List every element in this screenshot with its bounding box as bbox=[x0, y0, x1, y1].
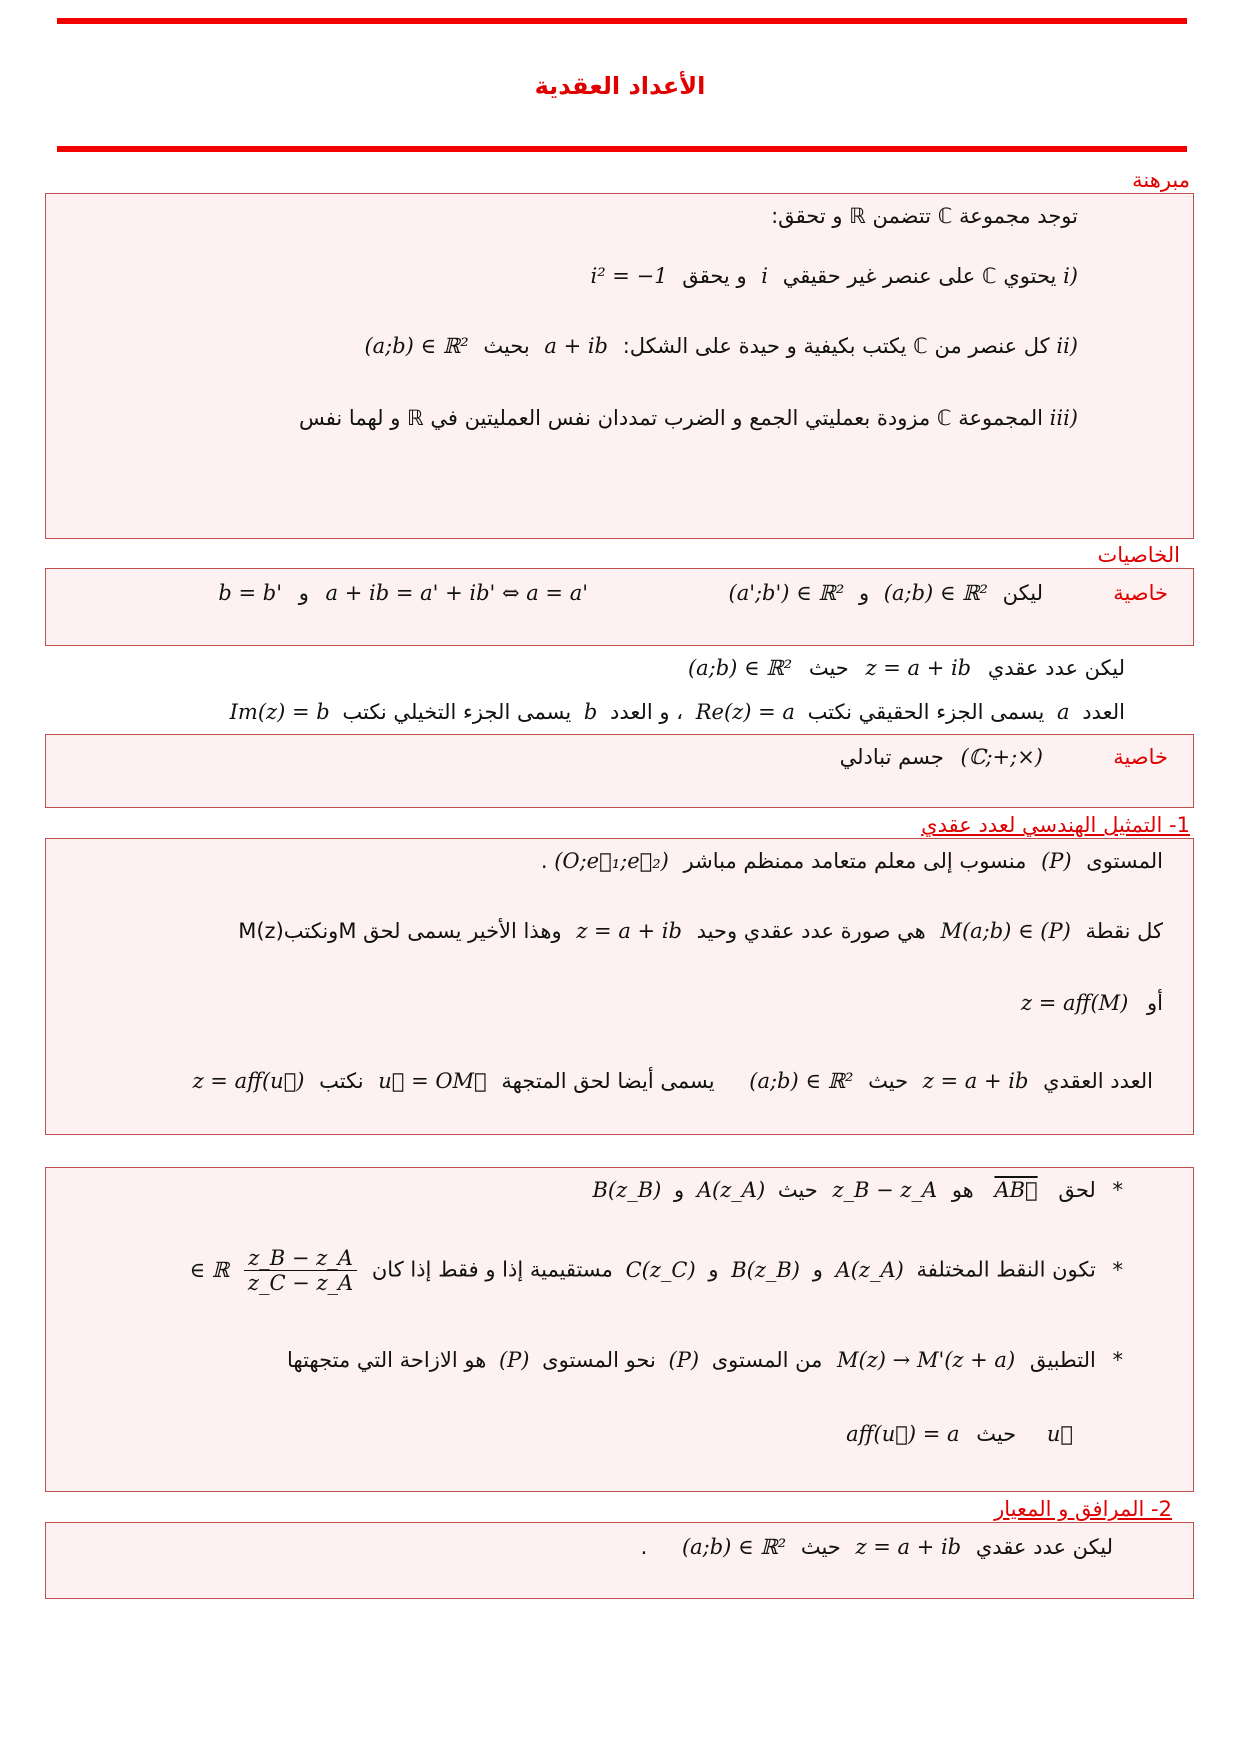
section-2-heading: 2- المرافق و المعيار bbox=[994, 1497, 1172, 1521]
section-1-line-1: المستوى (P) منسوب إلى معلم متعامد ممنظم مباشر (O;e⃗₁;e⃗₂) . bbox=[540, 849, 1163, 873]
properties-label: الخاصيات bbox=[1097, 543, 1180, 567]
section-1-heading: 1- التمثيل الهندسي لعدد عقدي bbox=[921, 813, 1190, 837]
title-rule bbox=[57, 146, 1187, 152]
section-2-line-1: ليكن عدد عقدي z = a + ib حيث (a;b) ∈ ℝ² . bbox=[640, 1535, 1113, 1559]
box-4-line-3: * التطبيق M(z) → M'(z + a) من المستوى (P) نحو المستوى (P) هو الازاحة التي متجهتها bbox=[286, 1348, 1123, 1372]
section-2-box bbox=[45, 1522, 1194, 1599]
theorem-item-2: ii) كل عنصر من ℂ يكتب بكيفية و حيدة على الشكل: a + ib بحيث (a;b) ∈ ℝ² bbox=[364, 334, 1078, 358]
section-1-line-4: العدد العقدي z = a + ib حيث (a;b) ∈ ℝ² يسمى أيضا لحق المتجهة u⃗ = OM⃗ نكتب z = aff(u⃗) bbox=[192, 1069, 1153, 1093]
property-1-equivalence: a + ib = a' + ib' ⇔ a = a' و b = b' bbox=[218, 581, 588, 605]
properties-box-2 bbox=[45, 1167, 1194, 1492]
box-4-line-2: * تكون النقط المختلفة A(z_A) و B(z_B) و C(z_C) مستقيمية إذا و فقط إذا كان $\frac{z\_B - z\_A}{z\_C - z\_A}$ ∈ ℝ bbox=[189, 1246, 1123, 1295]
box-4-line-4: u⃗ حيث aff(u⃗) = a bbox=[846, 1422, 1073, 1446]
box-4-line-1: * لحق AB⃗ هو z_B − z_A حيث A(z_A) و B(z_B) bbox=[592, 1178, 1123, 1202]
top-rule bbox=[57, 18, 1187, 24]
property-2-box bbox=[45, 734, 1194, 808]
property-2-keyword: خاصية bbox=[1113, 745, 1168, 769]
definition-line-2: العدد a يسمى الجزء الحقيقي نكتب Re(z) = a ، و العدد b يسمى الجزء التخيلي نكتب Im(z) = b bbox=[229, 700, 1125, 724]
theorem-item-3: iii) المجموعة ℂ مزودة بعمليتي الجمع و الضرب تمددان نفس العمليتين في ℝ و لهما نفس bbox=[299, 406, 1078, 430]
definition-line-1: ليكن عدد عقدي z = a + ib حيث (a;b) ∈ ℝ² bbox=[687, 656, 1125, 680]
property-1-keyword: خاصية bbox=[1113, 581, 1168, 605]
theorem-label: مبرهنة bbox=[1132, 168, 1190, 192]
property-2-text: (ℂ;+;×) جسم تبادلي bbox=[839, 745, 1043, 769]
section-1-line-2: كل نقطة M(a;b) ∈ (P) هي صورة عدد عقدي وحيد z = a + ib وهذا الأخير يسمى لحق MونكتبM(z) bbox=[238, 919, 1163, 943]
section-1-box bbox=[45, 838, 1194, 1135]
collinearity-fraction: $\frac{z\_B - z\_A}{z\_C - z\_A}$ bbox=[244, 1246, 357, 1295]
section-1-line-3: أو z = aff(M) bbox=[1021, 991, 1163, 1015]
property-1-text: ليكن (a;b) ∈ ℝ² و (a';b') ∈ ℝ² bbox=[728, 581, 1043, 605]
theorem-intro: توجد مجموعة ℂ تتضمن ℝ و تحقق: bbox=[771, 204, 1078, 228]
page-title: الأعداد العقدية bbox=[534, 72, 706, 100]
property-1-box bbox=[45, 568, 1194, 646]
theorem-box bbox=[45, 193, 1194, 539]
theorem-item-1: i) يحتوي ℂ على عنصر غير حقيقي i و يحقق i² = −1 bbox=[590, 264, 1078, 288]
